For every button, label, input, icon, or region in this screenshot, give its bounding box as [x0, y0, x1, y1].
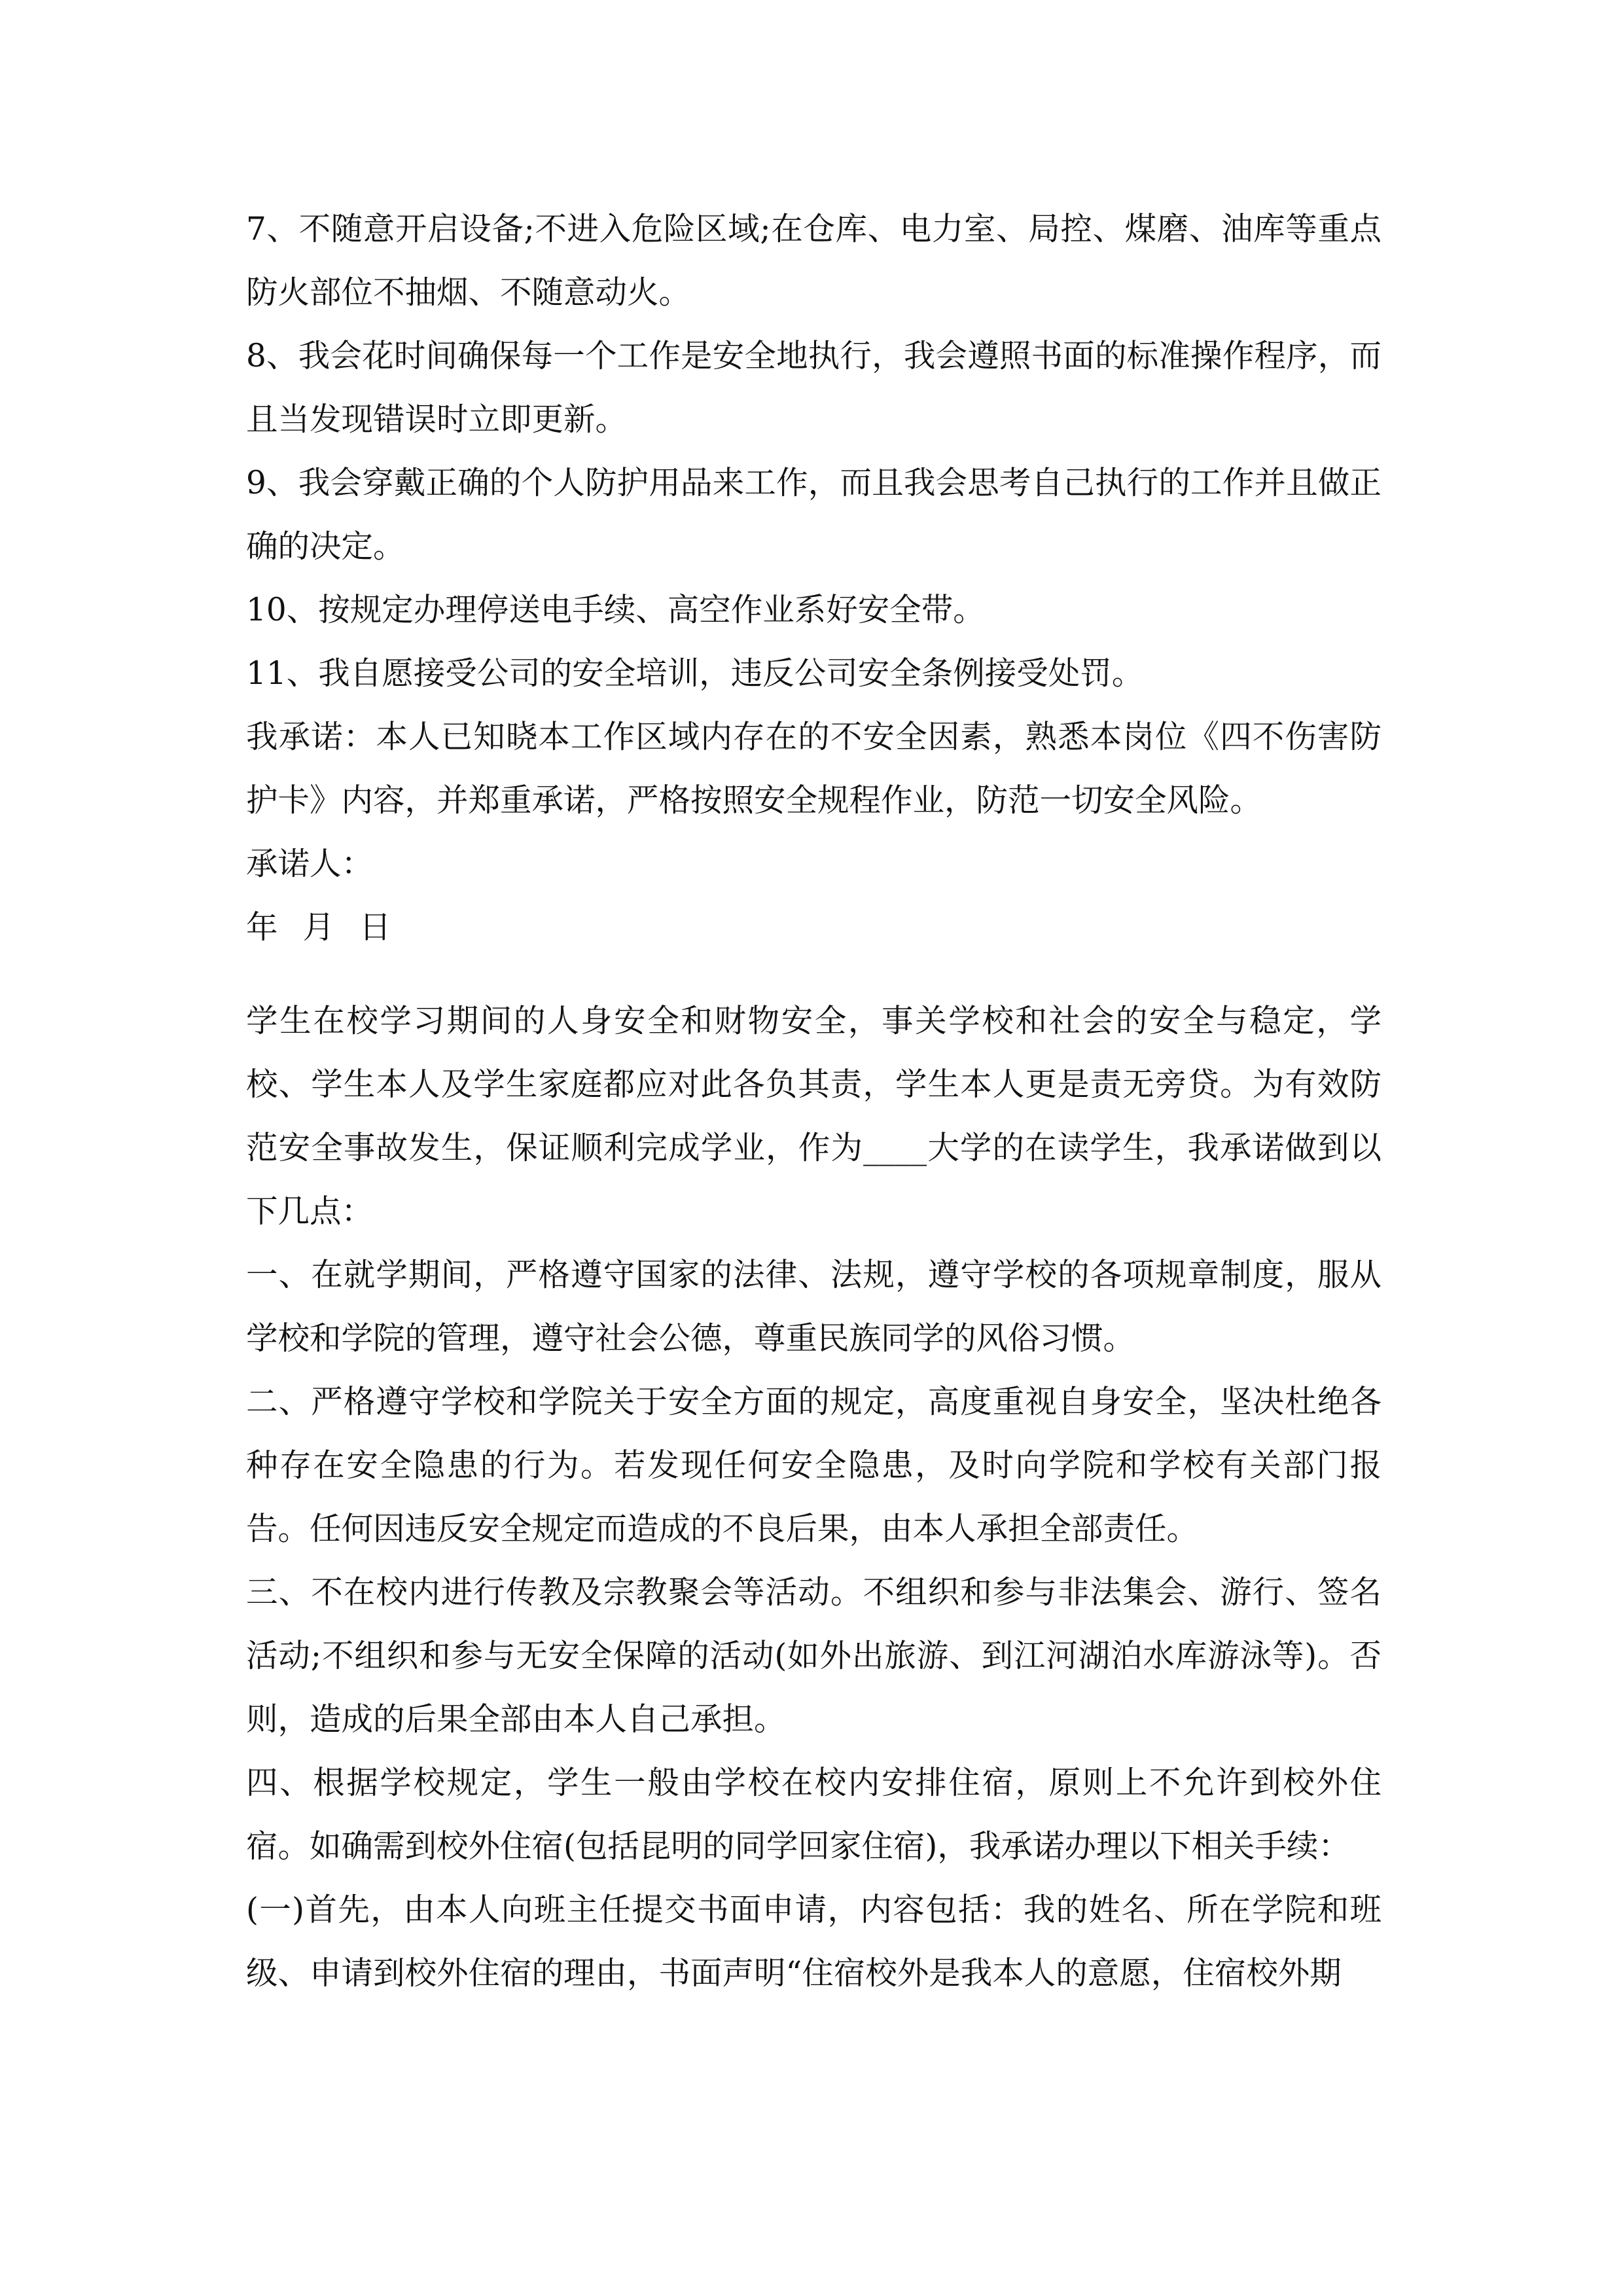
student-item-2: 二、严格遵守学校和学院关于安全方面的规定，高度重视自身安全，坚决杜绝各种存在安全隐患的行为。若发现任何安全隐患，及时向学院和学校有关部门报告。任何因违反安全规定而造成的不良后果，由本人承担全部责任。 — [246, 1384, 1382, 1547]
date-line — [246, 896, 1382, 960]
commitment-item-7: 7、不随意开启设备;不进入危险区域;在仓库、电力室、局控、煤磨、油库等重点防火部位不抽烟、不随意动火。 — [246, 211, 1382, 311]
commitment-item-8: 8、我会花时间确保每一个工作是安全地执行，我会遵照书面的标准操作程序，而且当发现错误时立即更新。 — [246, 338, 1382, 438]
student-item-1: 一、在就学期间，严格遵守国家的法律、法规，遵守学校的各项规章制度，服从学校和学院的管理，遵守社会公德，尊重民族同学的风俗习惯。 — [246, 1257, 1382, 1357]
student-item-3: 三、不在校内进行传教及宗教聚会等活动。不组织和参与非法集会、游行、签名活动;不组织和参与无安全保障的活动(如外出旅游、到江河湖泊水库游泳等)。否则，造成的后果全部由本人自己承担。 — [246, 1574, 1382, 1738]
university-name-blank: ____ — [863, 1130, 927, 1166]
date-year: 年 — [246, 909, 278, 946]
student-intro-text-2: 大学的在读学生，我承诺做到以下几点： — [246, 1130, 1382, 1230]
student-intro-text-1: 学生在校学习期间的人身安全和财物安全，事关学校和社会的安全与稳定，学校、学生本人及学生家庭都应对此各负其责，学生本人更是责无旁贷。为有效防范安全事故发生，保证顺利完成学业，作为 — [246, 1003, 1382, 1166]
student-item-4-sub-1: (一)首先，由本人向班主任提交书面申请，内容包括：我的姓名、所在学院和班级、申请到校外住宿的理由，书面声明“住宿校外是我本人的意愿，住宿校外期 — [246, 1892, 1382, 1992]
commitment-section-student — [246, 990, 1382, 2005]
commitment-section-workplace — [246, 198, 1382, 960]
commitment-statement: 我承诺：本人已知晓本工作区域内存在的不安全因素，熟悉本岗位《四不伤害防护卡》内容，并郑重承诺，严格按照安全规程作业，防范一切安全风险。 — [246, 719, 1382, 819]
student-intro — [246, 990, 1382, 1244]
commitment-item-11: 11、我自愿接受公司的安全培训，违反公司安全条例接受处罚。 — [246, 655, 1144, 692]
date-day: 日 — [359, 909, 391, 946]
commitment-item-9: 9、我会穿戴正确的个人防护用品来工作，而且我会思考自己执行的工作并且做正确的决定。 — [246, 465, 1382, 565]
student-item-4: 四、根据学校规定，学生一般由学校在校内安排住宿，原则上不允许到校外住宿。如确需到校外住宿(包括昆明的同学回家住宿)，我承诺办理以下相关手续： — [246, 1765, 1382, 1865]
commitment-item-10: 10、按规定办理停送电手续、高空作业系好安全带。 — [246, 592, 985, 628]
signer-label: 承诺人： — [246, 846, 374, 882]
date-month: 月 — [302, 909, 335, 946]
